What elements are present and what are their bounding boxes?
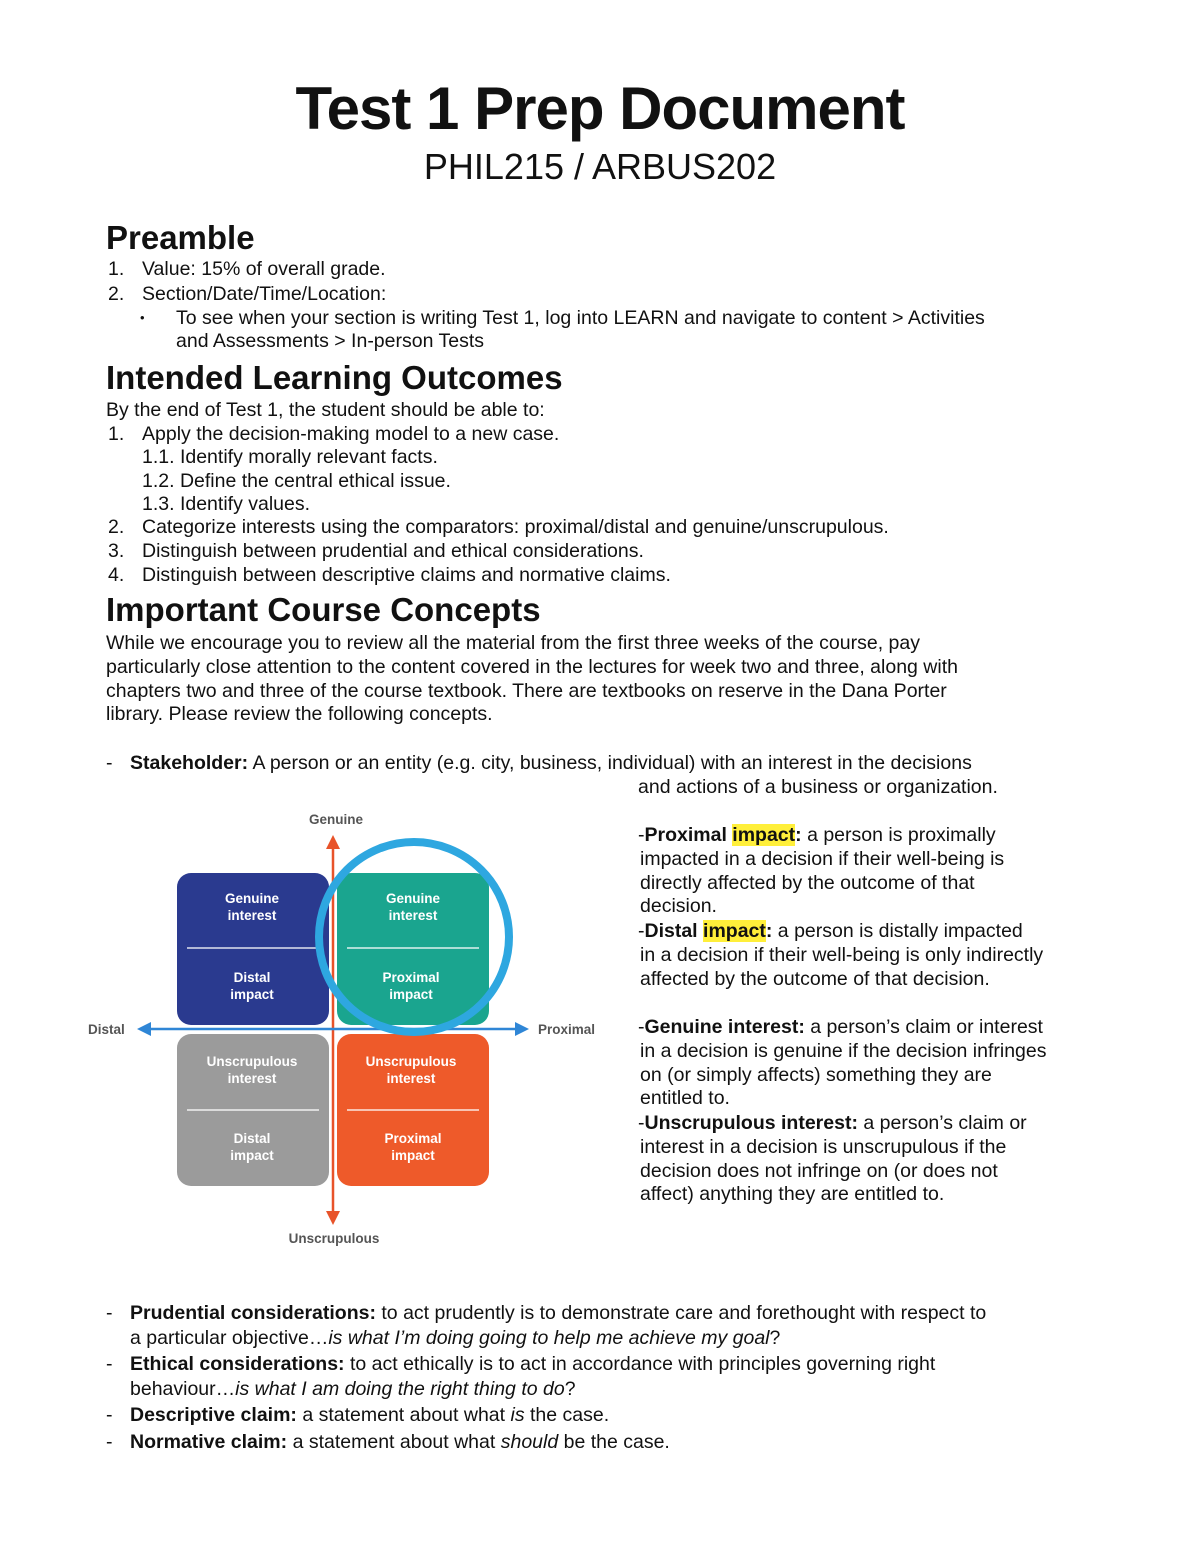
preamble-bullet-line: and Assessments > In-person Tests: [176, 330, 485, 352]
tl-bottom-label: impact: [230, 987, 274, 1002]
arrow-left-icon: [137, 1022, 151, 1036]
page-subtitle: PHIL215 / ARBUS202: [423, 146, 777, 187]
bullet-icon: •: [140, 310, 145, 325]
proximal-impact-line: decision.: [640, 895, 717, 917]
outcome-item: 2. Categorize interests using the comparators: proximal/distal and genuine/unscrupulous.: [108, 516, 889, 538]
distal-impact-line: in a decision if their well-being is only indirectly: [640, 944, 1044, 966]
outcomes-intro: By the end of Test 1, the student should be able to:: [106, 399, 545, 421]
stakeholder-definition-cont: and actions of a business or organization.: [638, 776, 998, 798]
bl-top-label: Unscrupulous: [206, 1054, 298, 1069]
preamble-item: 1. Value: 15% of overall grade.: [108, 258, 386, 280]
concepts-heading: Important Course Concepts: [106, 591, 541, 628]
genuine-interest-line: entitled to.: [640, 1087, 730, 1109]
genuine-interest-definition: -Genuine interest: a person’s claim or interest: [638, 1016, 1043, 1038]
axis-label-unscrupulous: Unscrupulous: [288, 1231, 380, 1246]
outcome-subitem: 1.1. Identify morally relevant facts.: [142, 446, 438, 468]
ethical-definition: - Ethical considerations: to act ethically is to act in accordance with principles governing right: [106, 1353, 936, 1375]
br-bottom-label: impact: [391, 1148, 435, 1163]
preamble-heading: Preamble: [106, 219, 255, 256]
unscrupulous-interest-line: interest in a decision is unscrupulous if the: [640, 1136, 1007, 1158]
axis-label-genuine: Genuine: [308, 812, 364, 827]
unscrupulous-interest-definition: -Unscrupulous interest: a person’s claim or: [638, 1112, 1027, 1134]
proximal-impact-definition: -Proximal impact: a person is proximally: [638, 824, 996, 846]
outcome-subitem: 1.3. Identify values.: [142, 493, 311, 515]
br-top-label: interest: [386, 1071, 436, 1086]
bl-bottom-label: Distal: [233, 1131, 271, 1146]
ethical-definition-cont: behaviour…is what I am doing the right thing to do?: [130, 1378, 576, 1400]
tl-top-label: interest: [227, 908, 277, 923]
axis-label-proximal: Proximal: [538, 1022, 596, 1037]
tr-bottom-label: impact: [389, 987, 433, 1002]
br-top-label: Unscrupulous: [365, 1054, 457, 1069]
arrow-down-icon: [326, 1211, 340, 1225]
concepts-intro-line: chapters two and three of the course textbook. There are textbooks on reserve in the Dana Porter: [106, 680, 947, 702]
concepts-intro-line: While we encourage you to review all the material from the first three weeks of the course, pay: [106, 632, 920, 654]
bl-bottom-label: impact: [230, 1148, 274, 1163]
page-title: Test 1 Prep Document: [295, 75, 905, 142]
outcomes-heading: Intended Learning Outcomes: [106, 359, 563, 396]
normative-claim-definition: - Normative claim: a statement about what should be the case.: [106, 1431, 670, 1453]
tr-top-label: interest: [388, 908, 438, 923]
distal-impact-line: affected by the outcome of that decision.: [640, 968, 990, 990]
concepts-intro-line: library. Please review the following concepts.: [106, 703, 493, 725]
prudential-definition: - Prudential considerations: to act prudently is to demonstrate care and forethought with respect to: [106, 1302, 987, 1324]
tr-bottom-label: Proximal: [382, 970, 440, 985]
tr-top-label: Genuine: [385, 891, 441, 906]
arrow-up-icon: [326, 835, 340, 849]
preamble-bullet-line: To see when your section is writing Test 1, log into LEARN and navigate to content > Activities: [176, 307, 985, 329]
arrow-right-icon: [515, 1022, 529, 1036]
distal-impact-definition: -Distal impact: a person is distally impacted: [638, 920, 1023, 942]
prudential-definition-cont: a particular objective…is what I’m doing going to help me achieve my goal?: [130, 1327, 781, 1349]
unscrupulous-interest-line: affect) anything they are entitled to.: [640, 1183, 945, 1205]
genuine-interest-line: in a decision is genuine if the decision infringes: [640, 1040, 1047, 1062]
concepts-intro-line: particularly close attention to the content covered in the lectures for week two and three, along with: [106, 656, 958, 678]
br-bottom-label: Proximal: [384, 1131, 442, 1146]
proximal-impact-line: impacted in a decision if their well-being is: [640, 848, 1005, 870]
descriptive-claim-definition: - Descriptive claim: a statement about what is the case.: [106, 1404, 610, 1426]
outcome-item: 4. Distinguish between descriptive claims and normative claims.: [108, 564, 671, 586]
preamble-item: 2. Section/Date/Time/Location:: [108, 283, 387, 305]
outcome-item: 1. Apply the decision-making model to a new case.: [108, 423, 560, 445]
outcome-item: 3. Distinguish between prudential and ethical considerations.: [108, 540, 644, 562]
tl-bottom-label: Distal: [233, 970, 271, 985]
axis-label-distal: Distal: [88, 1022, 125, 1037]
outcome-subitem: 1.2. Define the central ethical issue.: [142, 470, 451, 492]
bl-top-label: interest: [227, 1071, 277, 1086]
tl-top-label: Genuine: [224, 891, 280, 906]
proximal-impact-line: directly affected by the outcome of that: [640, 872, 975, 894]
unscrupulous-interest-line: decision does not infringe on (or does not: [640, 1160, 998, 1182]
genuine-interest-line: on (or simply affects) something they are: [640, 1064, 992, 1086]
interest-impact-diagram: [80, 805, 610, 1250]
stakeholder-definition: - Stakeholder: A person or an entity (e.g. city, business, individual) with an interest in the decisions: [106, 752, 972, 774]
